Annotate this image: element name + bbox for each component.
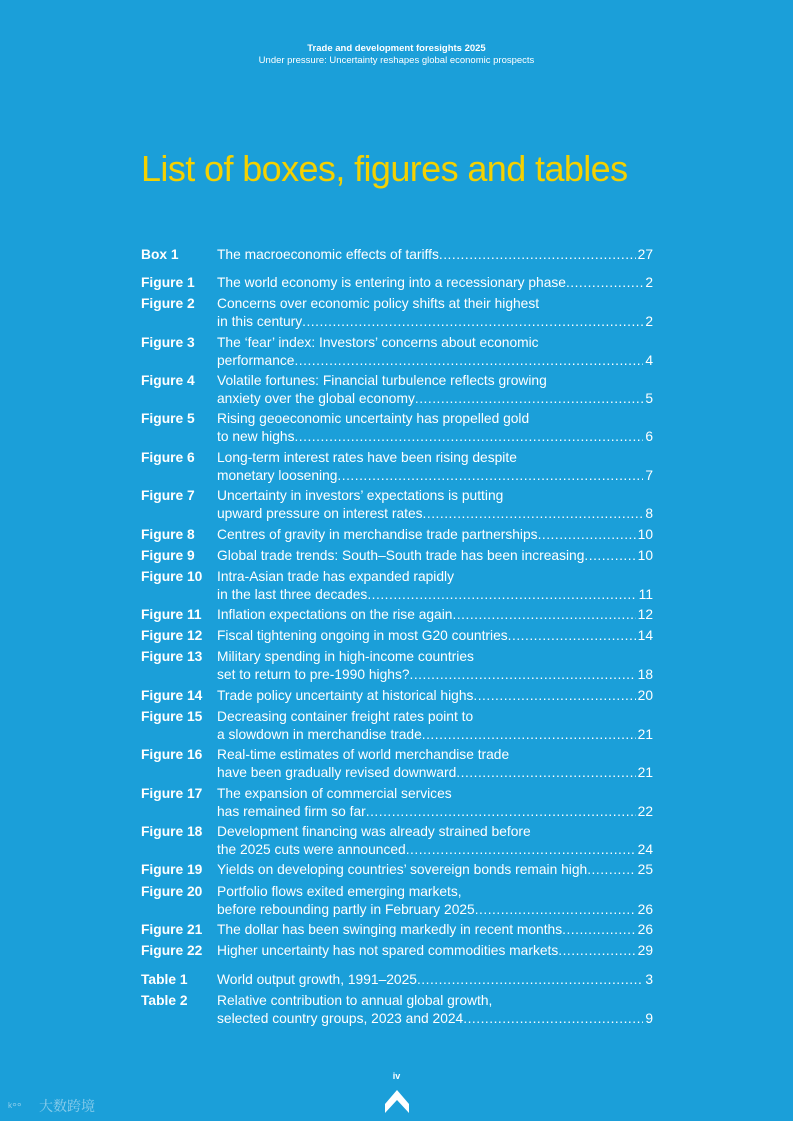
toc-entry-body — [217, 992, 653, 1027]
header-report-subtitle: Under pressure: Uncertainty reshapes global economic prospects — [258, 55, 535, 66]
toc-entry-body — [217, 648, 653, 683]
toc-entry-last-line — [217, 547, 653, 565]
dot-leader — [367, 586, 636, 604]
dot-leader — [475, 901, 636, 919]
toc-entry-body — [217, 687, 653, 705]
toc-entry-label: Figure 15 — [141, 709, 203, 724]
toc-entry-label: Figure 3 — [141, 335, 195, 350]
toc-entry-last-line — [217, 352, 653, 370]
dot-leader — [508, 627, 636, 645]
toc-entry-title-line: Fiscal tightening ongoing in most G20 countries — [217, 628, 508, 643]
toc-entry-label: Figure 21 — [141, 922, 203, 937]
toc-entry-body — [217, 526, 653, 544]
toc-entry-page: 20 — [637, 688, 653, 703]
toc-entry-page: 11 — [638, 586, 653, 602]
toc-entry-page: 27 — [637, 247, 653, 262]
toc-entry-title-line: Relative contribution to annual global growth, — [217, 993, 493, 1008]
toc-entry-title-line: Trade policy uncertainty at historical highs — [217, 688, 474, 703]
toc-entry-label: Table 2 — [141, 993, 188, 1008]
toc-entry-page: 26 — [637, 922, 653, 937]
toc-entry-last-line — [217, 627, 653, 645]
toc-entry-page: 24 — [637, 841, 653, 857]
toc-entry-body — [217, 372, 653, 407]
svg-text:ᵏ°°: ᵏ°° — [8, 1100, 22, 1113]
toc-entry-label: Table 1 — [141, 972, 188, 987]
toc-entry-title-line: Rising geoeconomic uncertainty has propelled gold — [217, 411, 530, 426]
watermark-text: 大数跨境 — [39, 1098, 95, 1114]
toc-entry-title-line: Concerns over economic policy shifts at their highest — [217, 296, 540, 311]
dot-leader — [406, 841, 636, 859]
toc-entry-label: Box 1 — [141, 247, 179, 262]
toc-entry-page: 5 — [645, 390, 653, 406]
toc-entry-page: 22 — [637, 803, 653, 819]
toc-entry-title-line: Inflation expectations on the rise again — [217, 607, 453, 622]
toc-entry-body — [217, 410, 653, 445]
page-number: iv — [392, 1071, 401, 1081]
toc-entry-last-line — [217, 971, 653, 989]
toc-entry-page: 7 — [645, 467, 653, 483]
toc-entry-title-line: Centres of gravity in merchandise trade partnerships — [217, 527, 538, 542]
toc-entry-title-line: Yields on developing countries’ sovereign bonds remain high — [217, 862, 588, 877]
toc-entry-title-line: Long-term interest rates have been rising despite — [217, 450, 517, 465]
toc-entry-title-line: Portfolio flows exited emerging markets, — [217, 884, 462, 899]
toc-entry-title-line: Development financing was already strained before — [217, 824, 531, 839]
toc-entry-label: Figure 6 — [141, 450, 195, 465]
dot-leader — [294, 352, 643, 370]
toc-entry-title-line: the 2025 cuts were announced — [217, 841, 406, 857]
toc-entry-last-line — [217, 764, 653, 782]
toc-entry-page: 12 — [637, 607, 653, 622]
toc-entry-page: 14 — [637, 628, 653, 643]
toc-entry-page: 2 — [645, 313, 653, 329]
toc-entry-body — [217, 449, 653, 484]
toc-entry-last-line — [217, 1010, 653, 1028]
toc-entry-title-line: in this century — [217, 313, 303, 329]
toc-entry-title-line: upward pressure on interest rates — [217, 505, 423, 521]
toc-entry-last-line — [217, 803, 653, 821]
dot-leader — [423, 505, 644, 523]
toc-entry-last-line — [217, 606, 653, 624]
toc-entry-body — [217, 971, 653, 989]
watermark-logo-icon — [8, 1099, 36, 1113]
toc-entry-body — [217, 547, 653, 565]
dot-leader — [337, 467, 643, 485]
toc-entry-title-line: Military spending in high-income countries — [217, 649, 474, 664]
toc-entry-last-line — [217, 390, 653, 408]
toc-entry-label: Figure 18 — [141, 824, 203, 839]
toc-entry-last-line — [217, 901, 653, 919]
toc-entry-body — [217, 334, 653, 369]
dot-leader — [538, 526, 636, 544]
toc-entry-last-line — [217, 942, 653, 960]
toc-entry-body — [217, 942, 653, 960]
toc-entry-last-line — [217, 586, 653, 604]
toc-entry-page: 26 — [637, 901, 653, 917]
running-header — [0, 43, 793, 67]
dot-leader — [463, 1010, 643, 1028]
toc-entry-last-line — [217, 505, 653, 523]
toc-entry-last-line — [217, 687, 653, 705]
toc-entry-title-line: set to return to pre-1990 highs? — [217, 666, 410, 682]
toc-entry-page: 2 — [645, 275, 653, 290]
dot-leader — [584, 547, 635, 565]
dot-leader — [587, 861, 635, 879]
page-title: List of boxes, figures and tables — [141, 148, 628, 189]
toc-entry-title-line: to new highs — [217, 428, 295, 444]
toc-entry-title-line: a slowdown in merchandise trade — [217, 726, 422, 742]
toc-entry-label: Figure 8 — [141, 527, 195, 542]
toc-entry-page: 18 — [637, 666, 653, 682]
toc-entry-page: 29 — [637, 943, 653, 958]
dot-leader — [452, 606, 635, 624]
toc-entry-label: Figure 12 — [141, 628, 203, 643]
toc-entry-body — [217, 606, 653, 624]
toc-entry-label: Figure 11 — [141, 607, 202, 622]
toc-entry-label: Figure 19 — [141, 862, 203, 877]
toc-entry-last-line — [217, 246, 653, 264]
toc-entry-last-line — [217, 526, 653, 544]
toc-entry-title-line: Intra-Asian trade has expanded rapidly — [217, 569, 454, 584]
toc-entry-page: 8 — [645, 505, 653, 521]
toc-entry-body — [217, 487, 653, 522]
toc-entry-page: 21 — [637, 726, 653, 742]
toc-entry-label: Figure 1 — [141, 275, 195, 290]
toc-entry-label: Figure 16 — [141, 747, 203, 762]
toc-entry-title-line: before rebounding partly in February 2025 — [217, 901, 475, 917]
toc-entry-title-line: Decreasing container freight rates point to — [217, 709, 474, 724]
toc-entry-label: Figure 2 — [141, 296, 195, 311]
toc-entry-last-line — [217, 428, 653, 446]
dot-leader — [294, 428, 643, 446]
toc-entry-title-line: monetary loosening — [217, 467, 338, 483]
dot-leader — [558, 942, 635, 960]
dot-leader — [366, 803, 636, 821]
toc-entry-last-line — [217, 921, 653, 939]
toc-entry-title-line: The dollar has been swinging markedly in recent months — [217, 922, 563, 937]
toc-entry-body — [217, 746, 653, 781]
toc-entry-body — [217, 568, 653, 603]
toc-entry-label: Figure 17 — [141, 786, 203, 801]
dot-leader — [439, 246, 636, 264]
toc-entry-body — [217, 861, 653, 879]
toc-entry-body — [217, 295, 653, 330]
toc-entry-last-line — [217, 841, 653, 859]
dot-leader — [566, 274, 643, 292]
toc-entry-page: 25 — [637, 862, 653, 877]
toc-entry-label: Figure 9 — [141, 548, 195, 563]
toc-entry-page: 9 — [645, 1010, 653, 1026]
toc-entry-body — [217, 708, 653, 743]
toc-entry-title-line: Uncertainty in investors’ expectations is putting — [217, 488, 504, 503]
toc-entry-label: Figure 13 — [141, 649, 203, 664]
toc-entry-label: Figure 14 — [141, 688, 203, 703]
toc-entry-label: Figure 22 — [141, 943, 203, 958]
toc-entry-body — [217, 246, 653, 264]
toc-entry-body — [217, 921, 653, 939]
toc-entry-last-line — [217, 274, 653, 292]
toc-entry-title-line: Volatile fortunes: Financial turbulence reflects growing — [217, 373, 547, 388]
toc-entry-page: 4 — [645, 352, 653, 368]
toc-entry-title-line: World output growth, 1991–2025 — [217, 972, 417, 987]
toc-entry-title-line: The ‘fear’ index: Investors’ concerns about economic — [217, 335, 539, 350]
toc-entry-label: Figure 7 — [141, 488, 195, 503]
toc-entry-last-line — [217, 666, 653, 684]
toc-entry-last-line — [217, 726, 653, 744]
toc-entry-title-line: The world economy is entering into a recessionary phase — [217, 275, 566, 290]
dot-leader — [473, 687, 635, 705]
chevron-logo-icon — [384, 1088, 410, 1114]
toc-entry-title-line: in the last three decades — [217, 586, 368, 602]
header-report-title: Trade and development foresights 2025 — [307, 43, 486, 54]
toc-entry-last-line — [217, 467, 653, 485]
toc-entry-page: 21 — [637, 764, 653, 780]
toc-entry-page: 10 — [637, 548, 653, 563]
toc-entry-title-line: anxiety over the global economy — [217, 390, 415, 406]
toc-entry-page: 3 — [645, 972, 653, 987]
toc-entry-title-line: Global trade trends: South–South trade has been increasing — [217, 548, 585, 563]
toc-entry-title-line: selected country groups, 2023 and 2024 — [217, 1010, 464, 1026]
toc-entry-page: 6 — [645, 428, 653, 444]
toc-entry-body — [217, 883, 653, 918]
dot-leader — [302, 313, 643, 331]
toc-entry-label: Figure 10 — [141, 569, 203, 584]
toc-entry-page: 10 — [637, 527, 653, 542]
dot-leader — [417, 971, 643, 989]
toc-entry-title-line: The macroeconomic effects of tariffs — [217, 247, 439, 262]
toc-entry-title-line: Higher uncertainty has not spared commodities markets — [217, 943, 559, 958]
dot-leader — [410, 666, 636, 684]
dot-leader — [422, 726, 636, 744]
toc-entry-label: Figure 4 — [141, 373, 195, 388]
toc-entry-title-line: have been gradually revised downward — [217, 764, 457, 780]
toc-entry-last-line — [217, 313, 653, 331]
dot-leader — [456, 764, 635, 782]
dot-leader — [562, 921, 636, 939]
toc-entry-body — [217, 627, 653, 645]
toc-entry-title-line: The expansion of commercial services — [217, 786, 452, 801]
toc-entry-last-line — [217, 861, 653, 879]
toc-entry-title-line: has remained firm so far — [217, 803, 366, 819]
toc-entry-body — [217, 823, 653, 858]
toc-entry-title-line: performance — [217, 352, 295, 368]
toc-entry-title-line: Real-time estimates of world merchandise trade — [217, 747, 510, 762]
dot-leader — [415, 390, 643, 408]
toc-entry-body — [217, 785, 653, 820]
toc-entry-body — [217, 274, 653, 292]
toc-entry-label: Figure 20 — [141, 884, 203, 899]
watermark — [8, 1096, 95, 1116]
toc-entry-label: Figure 5 — [141, 411, 195, 426]
